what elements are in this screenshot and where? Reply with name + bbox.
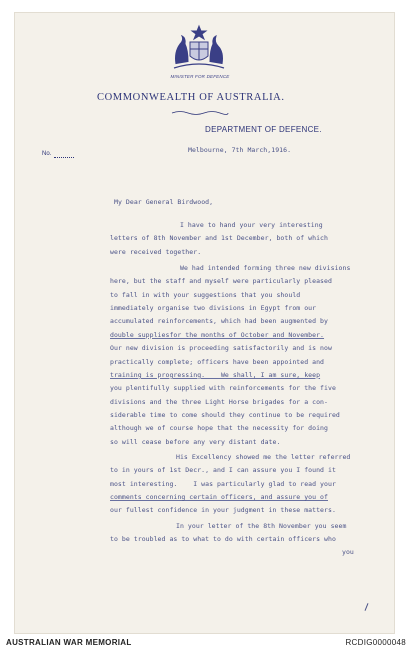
letter-line: here, but the staff and myself were particularly pleased <box>110 277 332 286</box>
reference-number-label: No. <box>42 151 52 157</box>
department-heading: DEPARTMENT OF DEFENCE. <box>205 125 322 134</box>
letter-line: We had intended forming three new divisions <box>180 264 351 273</box>
letter-line: accumulated reinforcements, which had been augmented by <box>110 317 328 326</box>
letter-line: comments concerning certain officers, and assure you of <box>110 493 328 501</box>
letter-line: divisions and the three Light Horse brigades for a con- <box>110 397 328 406</box>
letter-line: to in yours of 1st Decr., and I can assure you I found it <box>110 466 336 475</box>
crest-caption: MINISTER FOR DEFENCE <box>170 74 230 79</box>
letter-line: our fullest confidence in your judgment in these matters. <box>110 506 336 515</box>
letter-line: you plentifully supplied with reinforcements for the five <box>110 384 336 393</box>
letter-line: training is progressing. We shall, I am sure, keep <box>110 370 321 379</box>
dateline: Melbourne, 7th March,1916. <box>188 146 292 154</box>
organisation-heading: COMMONWEALTH OF AUSTRALIA. <box>97 92 285 103</box>
letter-line: His Excellency showed me the letter referred <box>176 452 351 461</box>
footer-record-id: RCDIG0000048 <box>345 638 406 647</box>
letter-line: I have to hand your very interesting <box>180 221 323 229</box>
letter-line: so will cease before any very distant date. <box>110 437 281 446</box>
letter-line: you <box>342 548 354 557</box>
reference-number-line <box>54 157 74 158</box>
flourish-divider <box>170 110 230 116</box>
letter-line: letters of 8th November and 1st December, both of which <box>110 234 328 243</box>
letter-line: practically complete; officers have been appointed and <box>110 357 325 366</box>
coat-of-arms-icon <box>168 24 230 72</box>
letter-line: Our new division is proceeding satisfactorily and is now <box>110 344 332 353</box>
footer-archive-name: AUSTRALIAN WAR MEMORIAL <box>6 638 132 647</box>
salutation: My Dear General Birdwood, <box>114 198 214 206</box>
letter-line: In your letter of the 8th November you seem <box>176 521 347 530</box>
letter-line: although we of course hope that the necessity for doing <box>110 424 328 433</box>
letter-line: siderable time to come should they continue to be required <box>110 410 340 419</box>
letter-line: most interesting. I was particularly glad to read your <box>110 479 336 488</box>
letter-line: to fall in with your suggestions that you should <box>110 290 301 299</box>
letter-line: to be troubled as to what to do with certain officers who <box>110 535 336 544</box>
letter-line: double suppliesfor the months of October and November. <box>110 330 325 339</box>
letter-line: immediately organise two divisions in Egypt from our <box>110 304 317 313</box>
letter-line: were received together. <box>110 247 202 256</box>
